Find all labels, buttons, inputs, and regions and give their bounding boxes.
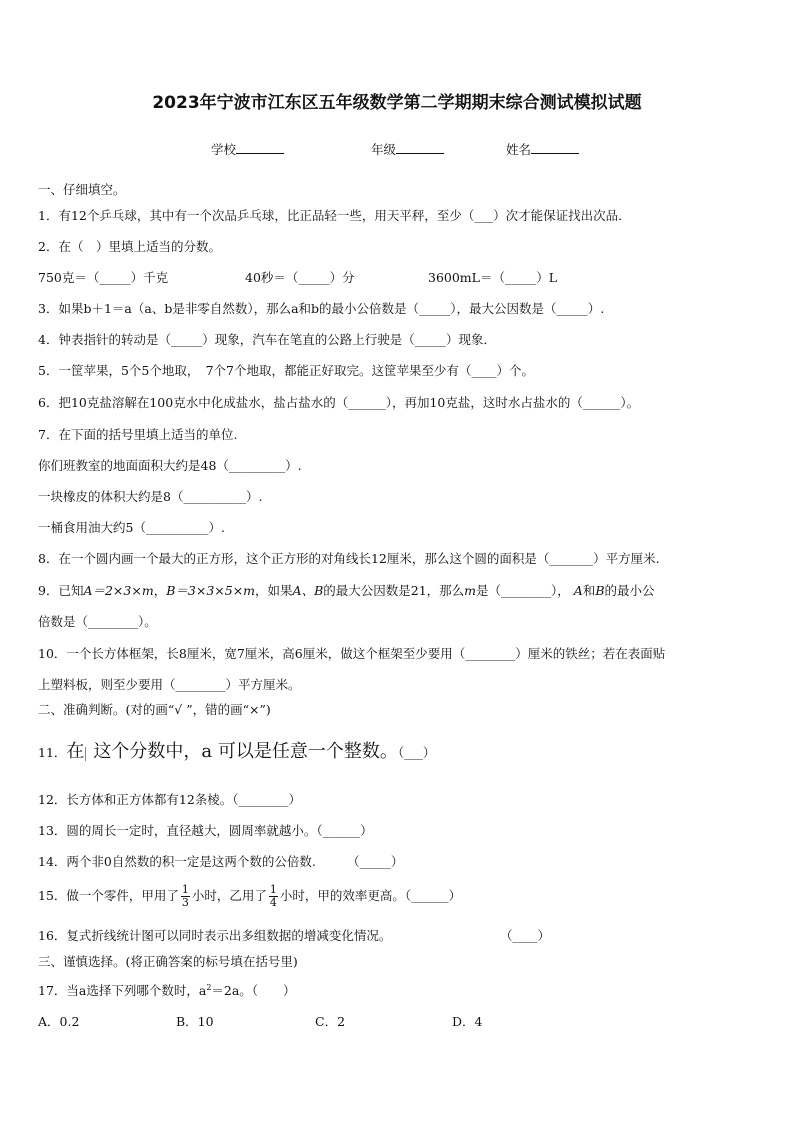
question-6: 6．把10克盐溶解在100克水中化成盐水，盐占盐水的（______），再加10克盐，这时水占盐水的（______）。: [38, 395, 640, 410]
question-1: 1．有12个乒乓球，其中有一个次品乒乓球，比正品轻一些，用天平秤，至少（___）次才能保证找出次品．: [38, 208, 631, 223]
option-d[interactable]: D．4: [452, 1014, 483, 1029]
question-7a: 你们班教室的地面面积大约是48（_________）.: [38, 458, 302, 473]
formula-b: B＝3×3×5×m: [166, 583, 256, 598]
question-9: 9．已知A＝2×3×m，B＝3×3×5×m，如果A、B的最大公因数是21，那么m是（________）， A和B的最小公: [38, 583, 655, 598]
fraction-one-third: $\frac{1}{3}$: [181, 883, 189, 909]
question-16-blank: （____）: [500, 928, 551, 943]
question-4: 4．钟表指针的转动是（_____）现象，汽车在笔直的公路上行驶是（_____）现象．: [38, 332, 496, 347]
question-2c: 3600mL＝（_____）L: [428, 270, 558, 285]
page-title: 2023年宁波市江东区五年级数学第二学期期末综合测试模拟试题: [152, 93, 642, 113]
question-7: 7．在下面的括号里填上适当的单位.: [38, 427, 238, 442]
question-8: 8．在一个圆内画一个最大的正方形，这个正方形的对角线长12厘米，那么这个圆的面积是（_______）平方厘米.: [38, 551, 660, 566]
fraction-one-quarter: $\frac{1}{4}$: [269, 883, 277, 909]
section-heading-3: 三、谨慎选择。(将正确答案的标号填在括号里): [38, 954, 298, 969]
formula-a: A＝2×3×m: [83, 583, 154, 598]
question-16: 16．复式折线统计图可以同时表示出多组数据的增减变化情况。: [38, 928, 392, 943]
question-13: 13．圆的周长一定时，直径越大，圆周率就越小。（______）: [38, 823, 373, 838]
option-a[interactable]: A．0.2: [38, 1014, 80, 1029]
grade-blank[interactable]: [396, 141, 444, 154]
fraction-placeholder-icon: [85, 747, 92, 761]
option-c[interactable]: C．2: [315, 1014, 346, 1029]
section-heading-1: 一、仔细填空。: [38, 182, 126, 197]
school-blank[interactable]: [236, 141, 284, 154]
question-11: 11．在 这个分数中，a 可以是任意一个整数。（___）: [38, 741, 436, 762]
question-12: 12．长方体和正方体都有12条棱。（________）: [38, 792, 302, 807]
name-field: 姓名: [506, 140, 579, 158]
question-17: 17．当a选择下列哪个数时，$a^2=2a$。（ ）: [38, 983, 296, 999]
question-9-line2: 倍数是（________）。: [38, 614, 157, 629]
section-heading-2: 二、准确判断。(对的画“√ ”，错的画“×”): [38, 702, 271, 717]
question-2a: 750克＝（_____）千克: [38, 270, 169, 285]
question-7b: 一块橡皮的体积大约是8（__________）.: [38, 489, 263, 504]
question-7c: 一桶食用油大约5（__________）.: [38, 520, 225, 535]
question-14: 14．两个非0自然数的积一定是这两个数的公倍数. （_____）: [38, 854, 404, 869]
question-5: 5．一筐苹果，5个5个地取， 7个7个地取，都能正好取完。这筐苹果至少有（____）个。: [38, 363, 535, 378]
question-2b: 40秒＝（_____）分: [245, 270, 355, 285]
school-field: 学校: [211, 140, 284, 158]
option-b[interactable]: B．10: [176, 1014, 214, 1029]
question-3: 3．如果b＋1＝a（a、b是非零自然数），那么a和b的最小公倍数是（_____），最大公因数是（_____）.: [38, 301, 605, 316]
question-15: 15．做一个零件，甲用了 $\frac{1}{3}$ 小时，乙用了 $\frac{1}{4}$ 小时，甲的效率更高。（______）: [38, 883, 462, 909]
question-2: 2．在（ ）里填上适当的分数。: [38, 239, 221, 254]
question-10-line2: 上塑料板，则至少要用（________）平方厘米。: [38, 677, 301, 692]
name-blank[interactable]: [531, 141, 579, 154]
grade-field: 年级: [371, 140, 444, 158]
question-10: 10．一个长方体框架，长8厘米，宽7厘米，高6厘米，做这个框架至少要用（________）厘米的铁丝；若在表面贴: [38, 646, 666, 661]
